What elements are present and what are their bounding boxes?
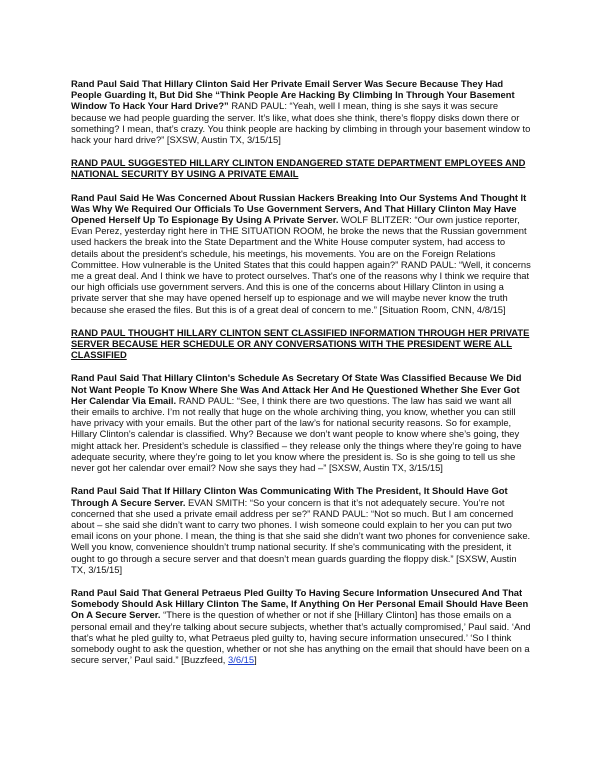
paragraph-communicating-with-president bbox=[71, 485, 531, 575]
paragraph-lead: Rand Paul Said That If Hillary Clinton Was Communicating With The President, It Should Have Got Through A Secure Server. bbox=[71, 485, 508, 508]
section-heading-classified-information: RAND PAUL THOUGHT HILLARY CLINTON SENT CLASSIFIED INFORMATION THROUGH HER PRIVATE SERVER BECAUSE HER SCHEDULE OR ANY CONVERSATIONS WITH THE PRESIDENT WERE ALL CLASSIFIED bbox=[71, 326, 530, 361]
paragraph-lead: Rand Paul Said That Hillary Clinton's Schedule As Secretary Of State Was Classified Because We Did Not Want People To Know Where She Was And Attack Her And He Questioned Whether She Ever Got Her Calendar Via Email. bbox=[71, 372, 522, 406]
document-page bbox=[71, 78, 531, 677]
paragraph-petraeus bbox=[71, 587, 531, 665]
paragraph-body: RAND PAUL: “Yeah, well I mean, thing is she says it was secure because we had people guarding the server. It’s like, what does she think, there’s floppy disks down there or something? I mean, that’s crazy. You think people are hacking by climbing in through your basement window to hack your hard drive?” [SXSW, Austin TX, 3/15/15] bbox=[71, 100, 531, 146]
citation-close: ] bbox=[254, 654, 257, 666]
paragraph-secure-server-guarding bbox=[71, 78, 531, 145]
paragraph-russian-hackers bbox=[71, 192, 531, 315]
paragraph-body: RAND PAUL: “See, I think there are two questions. The law has said we want all their emails to archive. I’m not really that huge on the whole archiving thing, you know, whether you can still have privacy with your emails. But the other part of the law’s for national security reasons. So for example, Hillary Clinton's calendar is classified. Why? Because we don’t want people to know where she’s going, they might attack her. President’s schedule is classified – they release only the things where they’re going to have adequate security, where they’re going to let you know where the president is. So is she going to tell us she never got her calendar over email? Now she says they had –” [SXSW, Austin TX, 3/15/15] bbox=[71, 394, 522, 474]
section-heading-endangered-employees: RAND PAUL SUGGESTED HILLARY CLINTON ENDANGERED STATE DEPARTMENT EMPLOYEES AND NATIONAL SECURITY BY USING A PRIVATE EMAIL bbox=[71, 157, 526, 180]
paragraph-body: “There is the question of whether or not if she [Hillary Clinton] has those emails on a personal email and they’re talking about secure subjects, whether that’s actually compromised,’ Paul said. ‘And that’s what he pled guilty to, what Petraeus pled guilty to, having secure information unsecured.’ ‘So I think somebody ought to ask the question, whether or not she has anything on the email that should have been on a secure server,’ Paul said.” [Buzzfeed, bbox=[71, 609, 531, 666]
paragraph-lead: Rand Paul Said That Hillary Clinton Said Her Private Email Server Was Secure Because They Had People Guarding It, But Did She “Think People Are Hacking By Climbing In Through Your Basement Window To Hack Your Hard Drive?” bbox=[71, 78, 515, 112]
paragraph-body: WOLF BLITZER: “Our own justice reporter, Evan Perez, yesterday right here in THE SITUATION ROOM, he broke the news that the Russian government used hackers the break into the State Department and the White House computer system, had access to details about the president's schedule, his meetings, his movements. You are on the Foreign Relations Committee. How vulnerable is the United States that this could happen again?” RAND PAUL: “Well, it concerns me a great deal. And I think we have to protect ourselves. That's one of the reasons why I think we require that our high officials use government servers. And this is one of the concerns about Hillary Clinton in using a private server that she may have opened herself up to espionage and we will maybe never know the truth because she erased the files. But this is of a great deal of concern to me.” [Situation Room, CNN, 4/8/15] bbox=[71, 214, 531, 315]
paragraph-schedule-classified bbox=[71, 372, 531, 473]
citation-link[interactable]: 3/6/15 bbox=[228, 654, 255, 666]
paragraph-lead: Rand Paul Said That General Petraeus Pled Guilty To Having Secure Information Unsecured And That Somebody Should Ask Hillary Clinton The Same, If Anything On Her Personal Email Should Have Been On A Secure Server. bbox=[71, 586, 529, 621]
paragraph-body: EVAN SMITH: “So your concern is that it’s not adequately secure. You’re not concerned that she used a private email address per se?” RAND PAUL: “Not so much. But I am concerned about – she said she didn’t want to carry two phones. I wish someone could explain to her you can put two email icons on your phone. I mean, the thing is that she said she didn’t want two phones for convenience sake. Well you know, convenience shouldn’t trump national security. If she's communicating with the president, it ought to go through a secure server and that doesn’t mean guards guarding the floppy disk.” [SXSW, Austin TX, 3/15/15] bbox=[71, 496, 531, 575]
paragraph-lead: Rand Paul Said He Was Concerned About Russian Hackers Breaking Into Our Systems And Thought It Was Why We Required Our Officials To Use Government Servers, And That Hillary Clinton May Have Opened Herself Up To Espionage By Using A Private Server. bbox=[71, 191, 527, 226]
